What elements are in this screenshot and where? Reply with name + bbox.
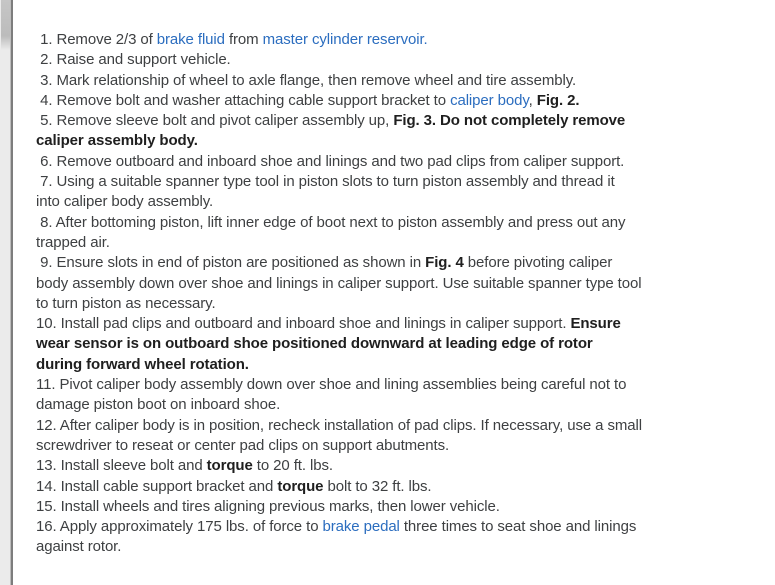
procedure-document — [13, 0, 775, 585]
part-link[interactable]: caliper body — [450, 91, 529, 109]
instruction-step — [36, 456, 642, 476]
instruction-step — [36, 50, 642, 70]
instruction-step — [36, 213, 642, 254]
part-link[interactable]: brake fluid — [156, 31, 225, 48]
instruction-step — [36, 517, 642, 558]
step-text: 12. After caliper body is in position, recheck installation of pad clips. If necessary, use a small screwdriver to reseat or center pad clips on support abutments. — [36, 416, 647, 454]
instruction-step — [36, 497, 642, 517]
step-text: 13. Install sleeve bolt and — [36, 457, 207, 475]
instruction-step — [36, 416, 647, 457]
instruction-step — [36, 253, 646, 314]
instruction-step — [36, 152, 642, 172]
instruction-step — [36, 71, 642, 91]
step-bold-text: Fig. 3. Do not completely remove caliper assembly body. — [36, 112, 630, 150]
step-bold-text: torque — [206, 457, 253, 475]
instruction-list — [36, 30, 775, 558]
part-link[interactable]: brake pedal — [322, 518, 400, 536]
step-text: 10. Install pad clips and outboard and inboard shoe and linings in caliper support. — [36, 315, 571, 333]
step-text: 8. After bottoming piston, lift inner edge of boot next to piston assembly and press out any trapped air. — [36, 213, 630, 251]
step-text: 15. Install wheels and tires aligning previous marks, then lower vehicle. — [36, 497, 500, 515]
step-bold-text: Fig. 4 — [425, 254, 464, 272]
instruction-step — [36, 375, 642, 416]
step-text: 3. Mark relationship of wheel to axle flange, then remove wheel and tire assembly. — [36, 71, 577, 89]
step-text: three times to seat shoe and linings against rotor. — [36, 518, 641, 556]
instruction-step — [36, 477, 642, 497]
instruction-step — [36, 30, 642, 50]
step-bold-text: torque — [277, 477, 324, 495]
step-text: 14. Install cable support bracket and — [36, 477, 278, 495]
step-text: 11. Pivot caliper body assembly down over shoe and lining assemblies being careful not to damage piston boot on inboard shoe. — [36, 376, 631, 414]
step-text: , — [528, 91, 537, 109]
step-text: 6. Remove outboard and inboard shoe and linings and two pad clips from caliper support. — [36, 152, 625, 170]
instruction-step — [36, 172, 642, 213]
instruction-step — [36, 111, 642, 152]
step-text: to 20 ft. lbs. — [252, 457, 333, 475]
step-text: 4. Remove bolt and washer attaching cable support bracket to — [36, 91, 451, 109]
instruction-step — [36, 91, 642, 111]
step-text: 16. Apply approximately 175 lbs. of force to — [36, 518, 323, 536]
step-text: 1. Remove 2/3 of — [36, 31, 157, 48]
instruction-step — [36, 314, 642, 375]
step-bold-text: Fig. 2. — [536, 91, 580, 109]
part-link[interactable]: master cylinder reservoir. — [262, 31, 428, 48]
step-text: before pivoting caliper body assembly down over shoe and linings in caliper support. Use suitable spanner type tool to turn piston as necessary. — [36, 254, 646, 312]
step-text: 2. Raise and support vehicle. — [36, 51, 231, 69]
step-text: 7. Using a suitable spanner type tool in piston slots to turn piston assembly and thread it into caliper body assembly. — [36, 173, 619, 211]
step-text: 5. Remove sleeve bolt and pivot caliper assembly up, — [36, 112, 394, 130]
step-bold-text: Ensure wear sensor is on outboard shoe positioned downward at leading edge of rotor during forward wheel rotation. — [36, 315, 625, 373]
left-scrollbar-track[interactable] — [0, 0, 11, 585]
scrollbar-thumb[interactable] — [1, 0, 10, 50]
step-text: from — [224, 31, 263, 48]
step-text: 9. Ensure slots in end of piston are positioned as shown in — [36, 254, 426, 272]
step-text: bolt to 32 ft. lbs. — [323, 477, 432, 495]
